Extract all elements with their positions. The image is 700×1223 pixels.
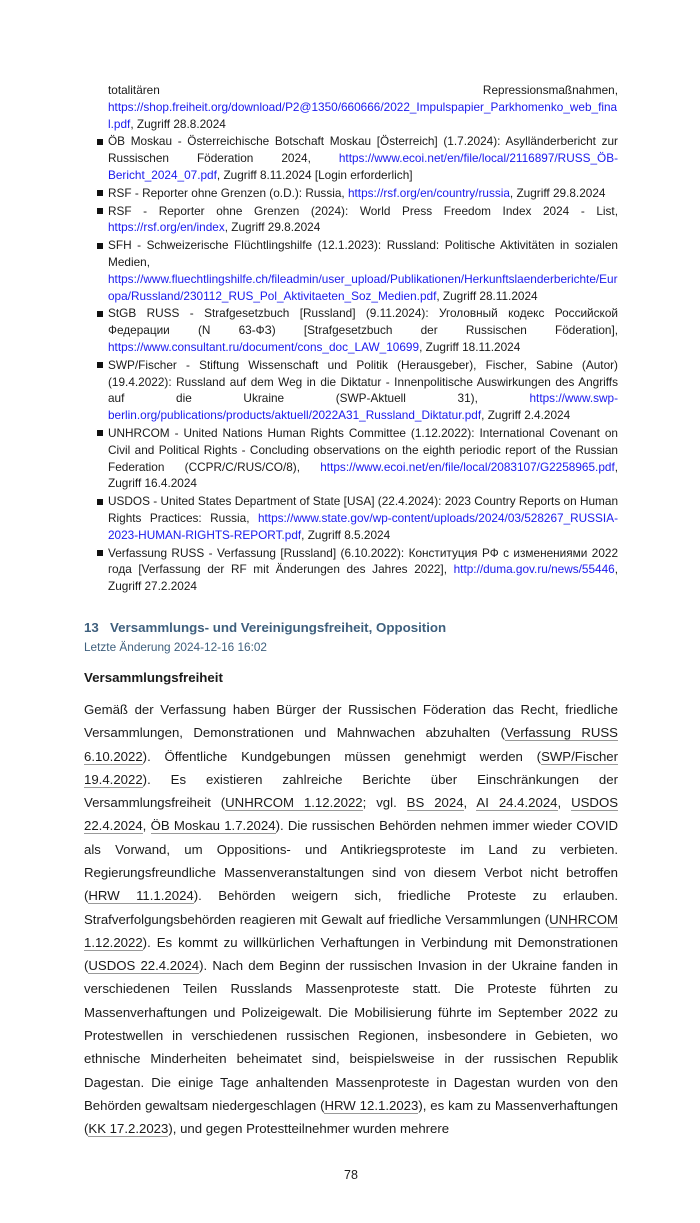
citation-link[interactable]: SWP/Fischer 19.4.2022 <box>84 748 618 787</box>
access-date: , Zugriff 28.11.2024 <box>436 288 538 303</box>
body-paragraph <box>84 698 618 1141</box>
reference-link[interactable]: https://www.consultant.ru/document/cons_doc_LAW_10699 <box>108 339 420 354</box>
paragraph-text: , <box>463 795 477 811</box>
reference-link[interactable]: https://www.ecoi.net/en/file/local/2116897/RUSS_ÖB-Bericht_2024_07.pdf <box>108 151 618 182</box>
access-date: , Zugriff 2.4.2024 <box>481 408 571 423</box>
paragraph-text: ). Die russischen Behörden nehmen immer wieder COVID als Vorwand, um Oppositions- und Antikriegsproteste im Land zu verbieten. Regierungsfreundliche Massenveranstaltungen sind von diesem Verbot nicht betroffen ( <box>84 818 619 904</box>
citation-link[interactable]: AI 24.4.2024 <box>476 795 558 811</box>
citation-link[interactable]: KK 17.2.2023 <box>88 1121 169 1137</box>
reference-text: Verfassung RUSS - Verfassung [Russland] (6.10.2022): Конституция РФ с изменениями 2022 года [Verfassung der RF mit Änderungen des Jahres 2022], <box>108 545 618 577</box>
paragraph-text: ). Öffentliche Kundgebungen müssen genehmigt werden ( <box>142 748 542 764</box>
citation-link[interactable]: UNHRCOM 1.12.2022 <box>225 795 363 811</box>
access-date: , Zugriff 27.2.2024 <box>108 562 618 594</box>
reference-text: RSF - Reporter ohne Grenzen (o.D.): Russia, <box>108 185 348 200</box>
reference-text: RSF - Reporter ohne Grenzen (2024): World Press Freedom Index 2024 - List, <box>108 203 618 218</box>
paragraph-text: ), und gegen Protestteilnehmer wurden mehrere <box>168 1121 450 1137</box>
paragraph-text: ). Behörden weigern sich, friedliche Proteste zu erlauben. Strafverfolgungsbehörden reagieren mit Gewalt auf friedliche Versammlungen ( <box>84 888 619 927</box>
reference-text: StGB RUSS - Strafgesetzbuch [Russland] (9.11.2024): Уголовный кодекс Российской Федерации (N 63-ФЗ) [Strafgesetzbuch der Russischen Föderation], <box>108 306 618 338</box>
reference-text: USDOS - United States Department of State [USA] (22.4.2024): 2023 Country Reports on Human Rights Practices: Russia, <box>108 494 618 525</box>
reference-item <box>108 545 618 595</box>
access-date: , Zugriff 28.8.2024 <box>130 116 226 131</box>
paragraph-text: ; vgl. <box>362 795 407 811</box>
reference-text: ÖB Moskau - Österreichische Botschaft Moskau [Österreich] (1.7.2024): Asylländerbericht zur Russischen Föderation 2024, <box>108 134 618 166</box>
citation-link[interactable]: USDOS 22.4.2024 <box>88 958 200 974</box>
paragraph-text: ). Nach dem Beginn der russischen Invasion in der Ukraine fanden in verschiedenen Teilen Russlands Massenproteste statt. Die Proteste führten zu Massenverhaftungen und Polizeigewalt. Die Mobilisierung führte im September 2022 zu Protestwellen in verschiedenen russischen Regionen, insbesondere in Gebieten, wo ethnische Minderheiten beheimatet sind, beispielsweise in der russischen Republik Dagestan. Die einige Tage anhaltenden Massenproteste in Dagestan wurden von den Behörden gewaltsam niedergeschlagen ( <box>84 958 618 1113</box>
reference-item <box>108 425 618 492</box>
citation-link[interactable]: USDOS 22.4.2024 <box>84 795 619 834</box>
citation-link[interactable]: HRW 11.1.2024 <box>88 888 194 904</box>
page-number: 78 <box>344 1167 358 1182</box>
reference-item <box>108 237 618 304</box>
access-date: , Zugriff 8.11.2024 [Login erforderlich] <box>216 167 413 182</box>
citation-link[interactable]: Verfassung RUSS 6.10.2022 <box>84 725 618 764</box>
paragraph-text: , <box>557 795 572 811</box>
citation-link[interactable]: ÖB Moskau 1.7.2024 <box>150 818 276 834</box>
citation-link[interactable]: BS 2024 <box>406 795 464 811</box>
reference-item <box>108 203 618 237</box>
citation-link[interactable]: HRW 12.1.2023 <box>324 1097 419 1113</box>
paragraph-text: Gemäß der Verfassung haben Bürger der Russischen Föderation das Recht, friedliche Versammlungen, Demonstrationen und Mahnwachen abzuhalten ( <box>84 701 618 741</box>
reference-link[interactable]: https://www.state.gov/wp-content/uploads/2024/03/528267_RUSSIA-2023-HUMAN-RIGHTS-REPORT.pdf <box>108 510 618 542</box>
paragraph-text: ). Es existieren zahlreiche Berichte über Einschränkungen der Versammlungsfreiheit ( <box>84 771 618 811</box>
reference-text: SWP/Fischer - Stiftung Wissenschaft und Politik (Herausgeber), Fischer, Sabine (Autor) (19.4.2022): Russland auf dem Weg in die Diktatur - Innenpolitische Auswirkungen des Angriffs auf die Ukraine (SWP-Aktuell 31), <box>108 357 618 406</box>
access-date: , Zugriff 29.8.2024 <box>509 185 606 200</box>
section-title: Versammlungs- und Vereinigungsfreiheit, Opposition <box>110 619 447 635</box>
reference-item <box>108 82 618 132</box>
reference-link[interactable]: https://rsf.org/en/country/russia <box>347 185 510 200</box>
reference-item <box>108 305 618 355</box>
reference-item <box>108 493 618 543</box>
reference-item <box>108 357 618 424</box>
reference-list-container <box>108 82 618 595</box>
reference-link[interactable]: https://www.swp-berlin.org/publications/products/aktuell/2022A31_Russland_Diktatur.pdf <box>108 391 618 423</box>
reference-link[interactable]: https://www.fluechtlingshilfe.ch/fileadmin/user_upload/Publikationen/Herkunftslaenderberichte/Europa/Russland/230112_RUS_Pol_Aktivitaeten_Soz_Medien.pdf <box>108 271 618 303</box>
paragraph-text: , <box>142 818 151 834</box>
reference-text: SFH - Schweizerische Flüchtlingshilfe (12.1.2023): Russland: Politische Aktivitäten in sozialen Medien, <box>108 238 618 269</box>
access-date: , Zugriff 16.4.2024 <box>108 459 618 491</box>
reference-item <box>108 133 618 183</box>
reference-link[interactable]: http://duma.gov.ru/news/55446 <box>453 562 615 577</box>
access-date: , Zugriff 8.5.2024 <box>301 527 391 542</box>
reference-link[interactable]: https://shop.freiheit.org/download/P2@1350/660666/2022_Impulspapier_Parkhomenko_web_final.pdf <box>108 99 618 131</box>
reference-list <box>108 82 618 595</box>
last-changed: Letzte Änderung 2024-12-16 16:02 <box>84 639 267 654</box>
reference-item <box>108 185 618 202</box>
access-date: , Zugriff 18.11.2024 <box>419 339 521 354</box>
reference-text: totalitären Repressionsmaßnahmen, <box>108 83 618 97</box>
reference-text: UNHRCOM - United Nations Human Rights Committee (1.12.2022): International Covenant on Civil and Political Rights - Concluding observations on the eighth periodic report of the Russian Federation (CCPR/C/RUS/CO/8), <box>108 425 618 474</box>
paragraph-text: ). Es kommt zu willkürlichen Verhaftungen in Verbindung mit Demonstrationen ( <box>84 934 618 974</box>
reference-link[interactable]: https://rsf.org/en/index <box>108 220 225 235</box>
reference-link[interactable]: https://www.ecoi.net/en/file/local/2083107/G2258965.pdf <box>320 459 615 474</box>
paragraph-text: ), es kam zu Massenverhaftungen ( <box>84 1097 618 1137</box>
section-number: 13 <box>84 619 99 635</box>
section-heading <box>84 619 618 636</box>
access-date: , Zugriff 29.8.2024 <box>224 220 321 235</box>
citation-link[interactable]: UNHRCOM 1.12.2022 <box>84 911 618 950</box>
subheading: Versammlungsfreiheit <box>84 669 223 685</box>
